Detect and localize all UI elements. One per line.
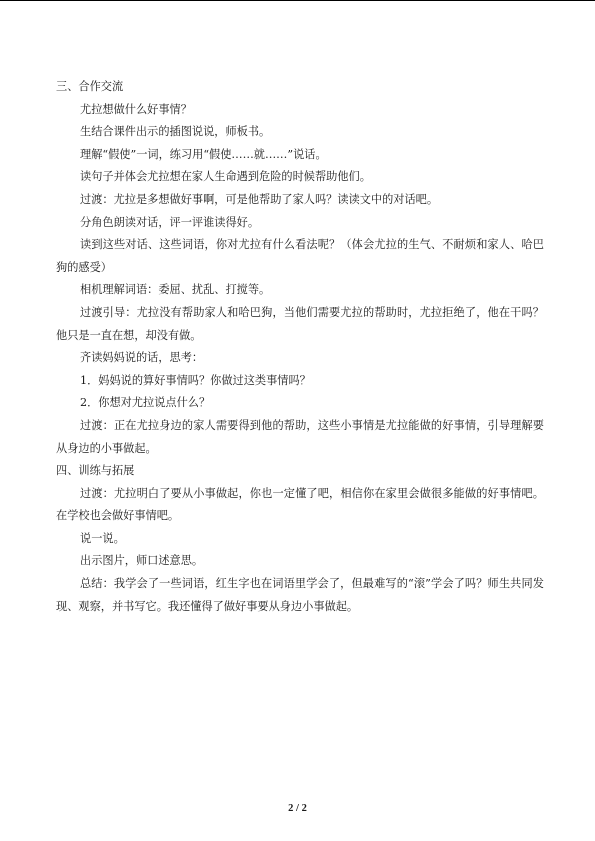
- paragraph: 说一说。: [80, 531, 125, 545]
- paragraph: 过渡引导：尤拉没有帮助家人和哈巴狗，当他们需要尤拉的帮助时，尤拉拒绝了，他在干吗？他只是一直在想，却没有做。: [56, 305, 544, 342]
- list-item: 1．妈妈说的算好事情吗？你做过这类事情吗？: [80, 373, 311, 387]
- paragraph: 生结合课件出示的插图说说，师板书。: [80, 125, 271, 139]
- paragraph: 总结：我学会了一些词语，红生字也在词语里学会了，但最难写的“滚”学会了吗？师生共同发现、观察，并书写它。我还懂得了做好事要从身边小事做起。: [56, 577, 544, 613]
- paragraph: 齐读妈妈说的话，思考：: [80, 351, 204, 365]
- paragraph: 过渡：尤拉是多想做好事啊，可是他帮助了家人吗？读读文中的对话吧。: [80, 192, 439, 206]
- page-number: 2 / 2: [288, 803, 307, 814]
- paragraph: 尤拉想做什么好事情？: [80, 102, 192, 116]
- document-body: [56, 76, 544, 618]
- paragraph: 读句子并体会尤拉想在家人生命遇到危险的时候帮助他们。: [80, 170, 371, 184]
- paragraph: 过渡：尤拉明白了要从小事做起，你也一定懂了吧，相信你在家里会做很多能做的好事情吧。在学校也会做好事情吧。: [56, 486, 544, 523]
- paragraph: 出示图片，师口述意思。: [80, 554, 204, 568]
- top-border-line: [0, 0, 595, 1]
- list-item: 2．你想对尤拉说点什么？: [80, 396, 211, 410]
- section-heading-3: 三、合作交流: [56, 80, 124, 93]
- paragraph: 理解“假使”一词，练习用“假使……就……”说话。: [80, 147, 327, 161]
- paragraph: 过渡：正在尤拉身边的家人需要得到他的帮助，这些小事情是尤拉能做的好事情，引导理解要从身边的小事做起。: [56, 418, 544, 455]
- paragraph: 分角色朗读对话，评一评谁读得好。: [80, 215, 260, 229]
- section-heading-4: 四、训练与拓展: [56, 464, 135, 478]
- paragraph: 相机理解词语：委屈、扰乱、打搅等。: [80, 283, 271, 297]
- paragraph: 读到这些对话、这些词语，你对尤拉有什么看法呢？（体会尤拉的生气、不耐烦和家人、哈巴狗的感受）: [56, 238, 544, 274]
